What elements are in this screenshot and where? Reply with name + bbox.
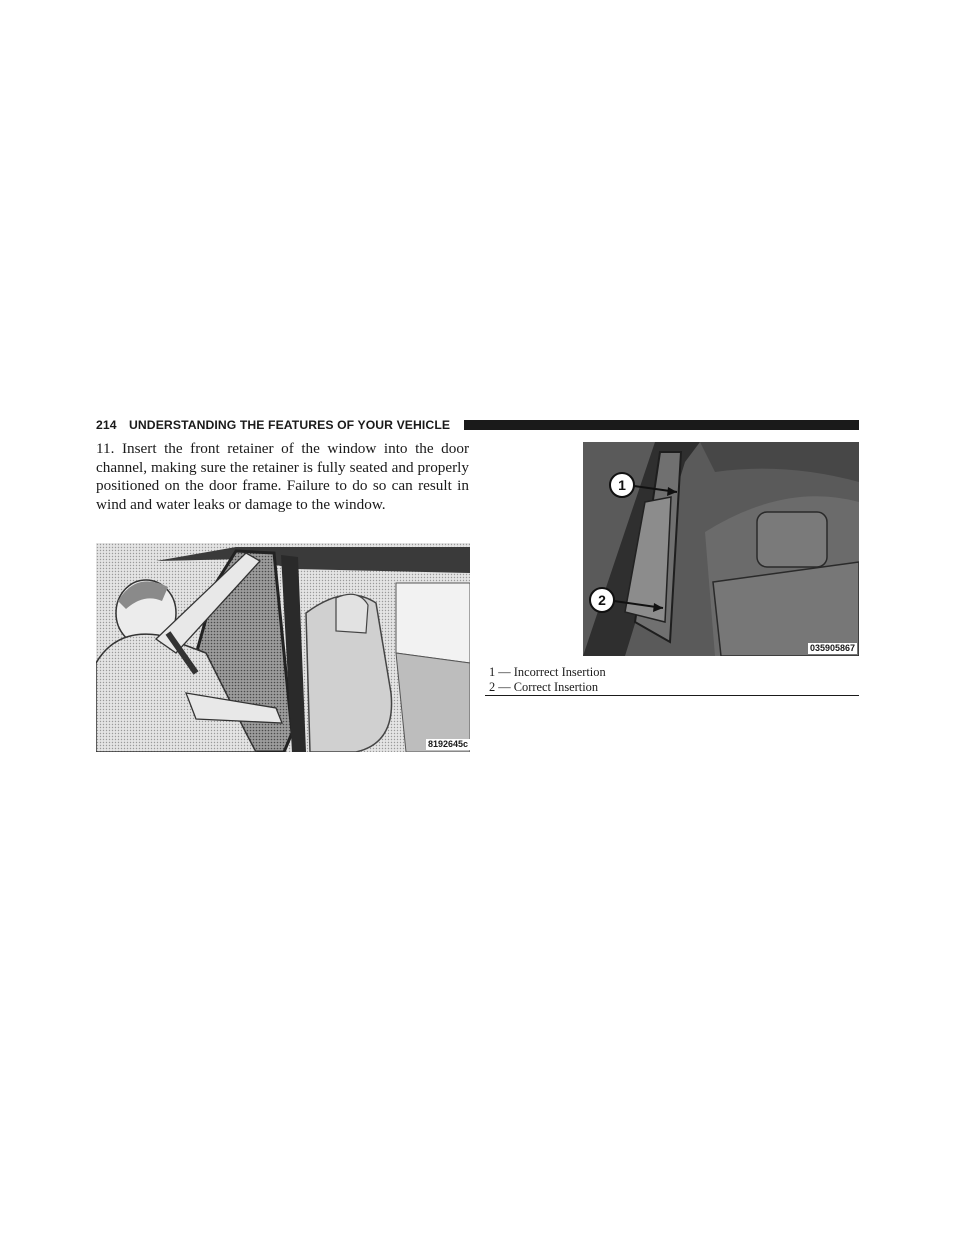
window-installation-illustration — [96, 543, 470, 752]
callout-2-label: 2 — [598, 592, 606, 608]
retainer-insertion-drawing — [485, 442, 859, 656]
retainer-insertion-illustration — [485, 442, 859, 656]
window-installation-drawing — [96, 543, 470, 752]
legend-item-1: 1 — Incorrect Insertion — [489, 665, 606, 679]
figure-id-left: 8192645c — [427, 739, 468, 749]
step-11-text: 11. Insert the front retainer of the window into the door channel, making sure the retainer is fully seated and properly positioned on the door frame. Failure to do so can result in wind and water leaks or damage to the window. — [96, 440, 469, 513]
figure-id-right: 035905867 — [809, 643, 855, 653]
legend-rule — [485, 695, 859, 696]
callout-1-label: 1 — [618, 477, 626, 493]
section-title: UNDERSTANDING THE FEATURES OF YOUR VEHICLE — [129, 418, 451, 432]
page-header — [96, 416, 859, 434]
page-number: 214 — [96, 418, 117, 432]
figure-legend — [489, 665, 859, 694]
header-bar — [464, 420, 859, 430]
legend-item-2: 2 — Correct Insertion — [489, 679, 599, 694]
